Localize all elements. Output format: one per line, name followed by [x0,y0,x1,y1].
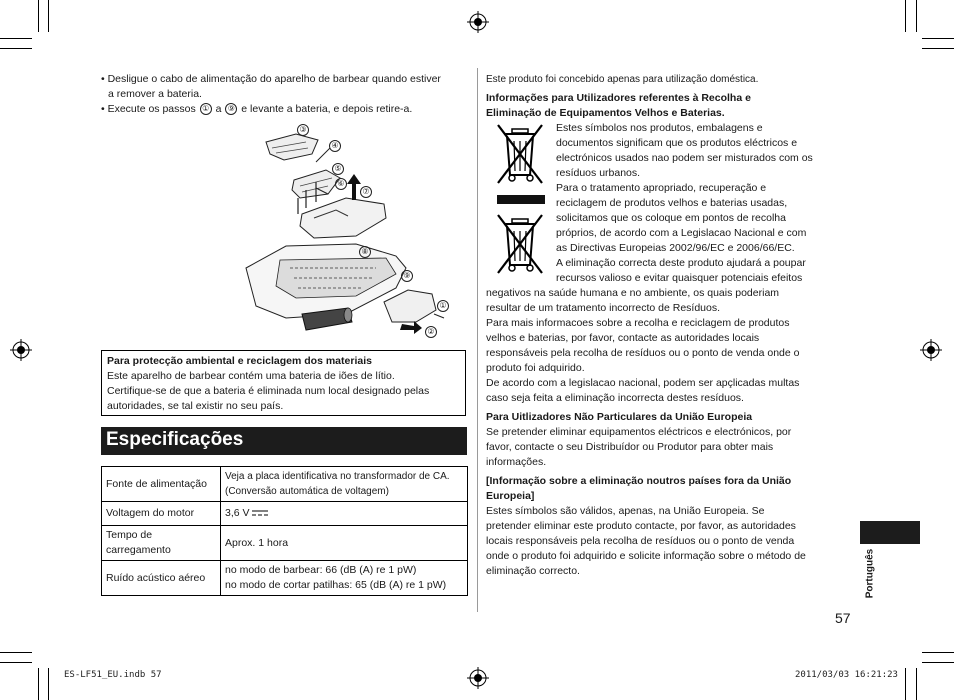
disassembly-diagram [236,118,456,340]
text-line: recursos valioso e evitar quaisquer potenciais efeitos [556,272,803,284]
page-number: 57 [835,610,851,626]
heading: Informações para Utilizadores referentes à Recolha e [486,92,751,104]
spec-value-line: Veja a placa identificativa no transformador de CA. [225,471,450,482]
crossed-bin-icon [492,211,548,275]
crop-mark [905,668,906,700]
text-line: informações. [486,456,547,468]
diagram-label: ⑥ [334,175,348,193]
heading: Eliminação de Equipamentos Velhos e Baterias. [486,107,725,119]
spec-key-line: carregamento [106,544,171,556]
registration-mark-icon [920,339,942,361]
spec-value [221,561,468,596]
text-line: as Directivas Europeias 2002/96/EC e 2006/66/EC. [556,242,795,254]
heading: Para Uitlizadores Não Particulares da União Europeia [486,411,753,423]
crop-mark [916,0,917,32]
crop-mark [0,48,32,49]
spec-key-line: Tempo de [106,529,153,541]
crop-mark [922,38,954,39]
text-line: negativos na saúde humana e no ambiente, os quais poderiam [486,287,780,299]
spec-key: Voltagem do motor [102,502,221,526]
text-line: favor, contacte o seu Distribuídor ou Produtor para obter mais [486,441,774,453]
paragraph [486,425,848,470]
text-line: onde o produto foi adquirido e solicite informação sobre o método de [486,550,806,562]
footer-timestamp: 2011/03/03 16:21:23 [795,670,898,680]
crop-mark [916,668,917,700]
crop-mark [0,652,32,653]
text-line: De acordo com a legislacao nacional, podem ser apçlicadas multas [486,377,800,389]
registration-mark-icon [467,667,489,689]
table-row [102,467,468,502]
footer-filename: ES-LF51_EU.indb 57 [64,670,162,680]
spec-key [102,526,221,561]
text-line: solicitamos que os coloque em pontos de recolha [556,212,786,224]
paragraph-beside-icons [556,121,851,286]
environment-note-title: Para protecção ambiental e reciclagem dos materiais [107,355,372,367]
text-line: caso seja feita a eliminação incorrecta destes resíduos. [486,392,744,404]
text-line: velhos e baterias, por favor, contacte as autoridades locais [486,332,760,344]
spec-value-line: 3,6 V [225,507,250,519]
bullet-item: • Execute os passos ① a ⑨ e levante a bateria, e depois retire-a. [101,103,413,115]
registration-mark-icon [10,339,32,361]
text-line: reciclagem de produtos velhos e baterias usadas, [556,197,788,209]
spec-value: Aprox. 1 hora [221,526,468,561]
bullet-item: • Desligue o cabo de alimentação do aparelho de barbear quando estiver [101,73,441,85]
text-line: Estes símbolos são válidos, apenas, na União Europeia. Se [486,505,765,517]
specs-table [101,466,468,596]
spec-value-line: no modo de barbear: 66 (dB (A) re 1 pW) [225,564,417,576]
diagram-label: ⑤ [331,160,345,178]
crop-mark [0,662,32,663]
language-tab [857,548,883,606]
text-line: resíduos urbanos. [556,167,641,179]
registration-mark-icon [467,11,489,33]
table-row [102,526,468,561]
table-row [102,502,468,526]
black-bar-icon [497,195,545,204]
spec-value-line: (Conversão automática de voltagem) [225,486,389,497]
section-title: Especificações [106,429,244,450]
crop-mark [38,668,39,700]
crop-mark [922,652,954,653]
paragraph [486,504,848,579]
diagram-label: ⑧ [358,243,372,261]
crop-mark [48,668,49,700]
text-line: Estes símbolos nos produtos, embalagens e [556,122,763,134]
text-line: responsáveis pela recolha de resíduos ou o ponto de venda onde o [486,347,800,359]
text-line: Para mais informacoes sobre a recolha e reciclagem de produtos [486,317,790,329]
text-line: próprios, de acordo com a Legislacao Nacional e com [556,227,807,239]
environment-note-line: Certifique-se de que a bateria é eliminada num local designado pelas [107,385,430,397]
table-row [102,561,468,596]
text-line: Para o tratamento apropriado, recuperação e [556,182,767,194]
environment-note-line: Este aparelho de barbear contém uma bateria de iões de lítio. [107,370,395,382]
heading: Europeia] [486,490,535,502]
text-line: A eliminação correcta deste produto ajudará a poupar [556,257,806,269]
text-line: electrónicos usados nao podem ser misturados com os [556,152,813,164]
diagram-label: ② [424,323,438,341]
paragraph: Este produto foi concebido apenas para utilização doméstica. [486,74,759,85]
column-divider [477,68,478,612]
diagram-label: ③ [296,121,310,139]
side-tab [860,521,920,544]
crop-mark [922,662,954,663]
crop-mark [38,0,39,32]
dc-symbol-icon [252,509,268,517]
diagram-label: ⑦ [359,183,373,201]
text-line: eliminação correcto. [486,565,580,577]
bullet-item-cont: a remover a bateria. [108,88,202,100]
text-line: pretender eliminar este produto contacte, por favor, as autoridades [486,520,796,532]
spec-value-line: no modo de cortar patilhas: 65 (dB (A) re 1 pW) [225,579,447,591]
text-line: produto foi adquirido. [486,362,585,374]
text-line: Se pretender eliminar equipamentos eléctricos e electrónicos, por [486,426,792,438]
step-marker: ⑨ [225,103,237,115]
diagram-label: ④ [328,137,342,155]
environment-note-line: autoridades, se tal existir no seu país. [107,400,284,412]
text-line: documentos significam que os produtos eléctricos e [556,137,798,149]
spec-value [221,467,468,502]
crossed-bin-icon [492,121,548,185]
spec-value [221,502,468,526]
crop-mark [922,48,954,49]
language-label: Português [864,548,876,599]
spec-key: Ruído acústico aéreo [102,561,221,596]
paragraph [486,286,848,406]
crop-mark [0,38,32,39]
diagram-label: ⑨ [400,267,414,285]
crop-mark [48,0,49,32]
environment-note-box [101,350,466,416]
heading: [Informação sobre a eliminação noutros países fora da União [486,475,792,487]
section-header [101,427,467,455]
crop-mark [905,0,906,32]
diagram-label: ① [436,297,450,315]
text-line: resultar de um tratamento incorrecto de Resíduos. [486,302,721,314]
step-marker: ① [200,103,212,115]
spec-key: Fonte de alimentação [102,467,221,502]
text-line: locais responsáveis pela recolha de resíduos ou o ponto de venda [486,535,795,547]
